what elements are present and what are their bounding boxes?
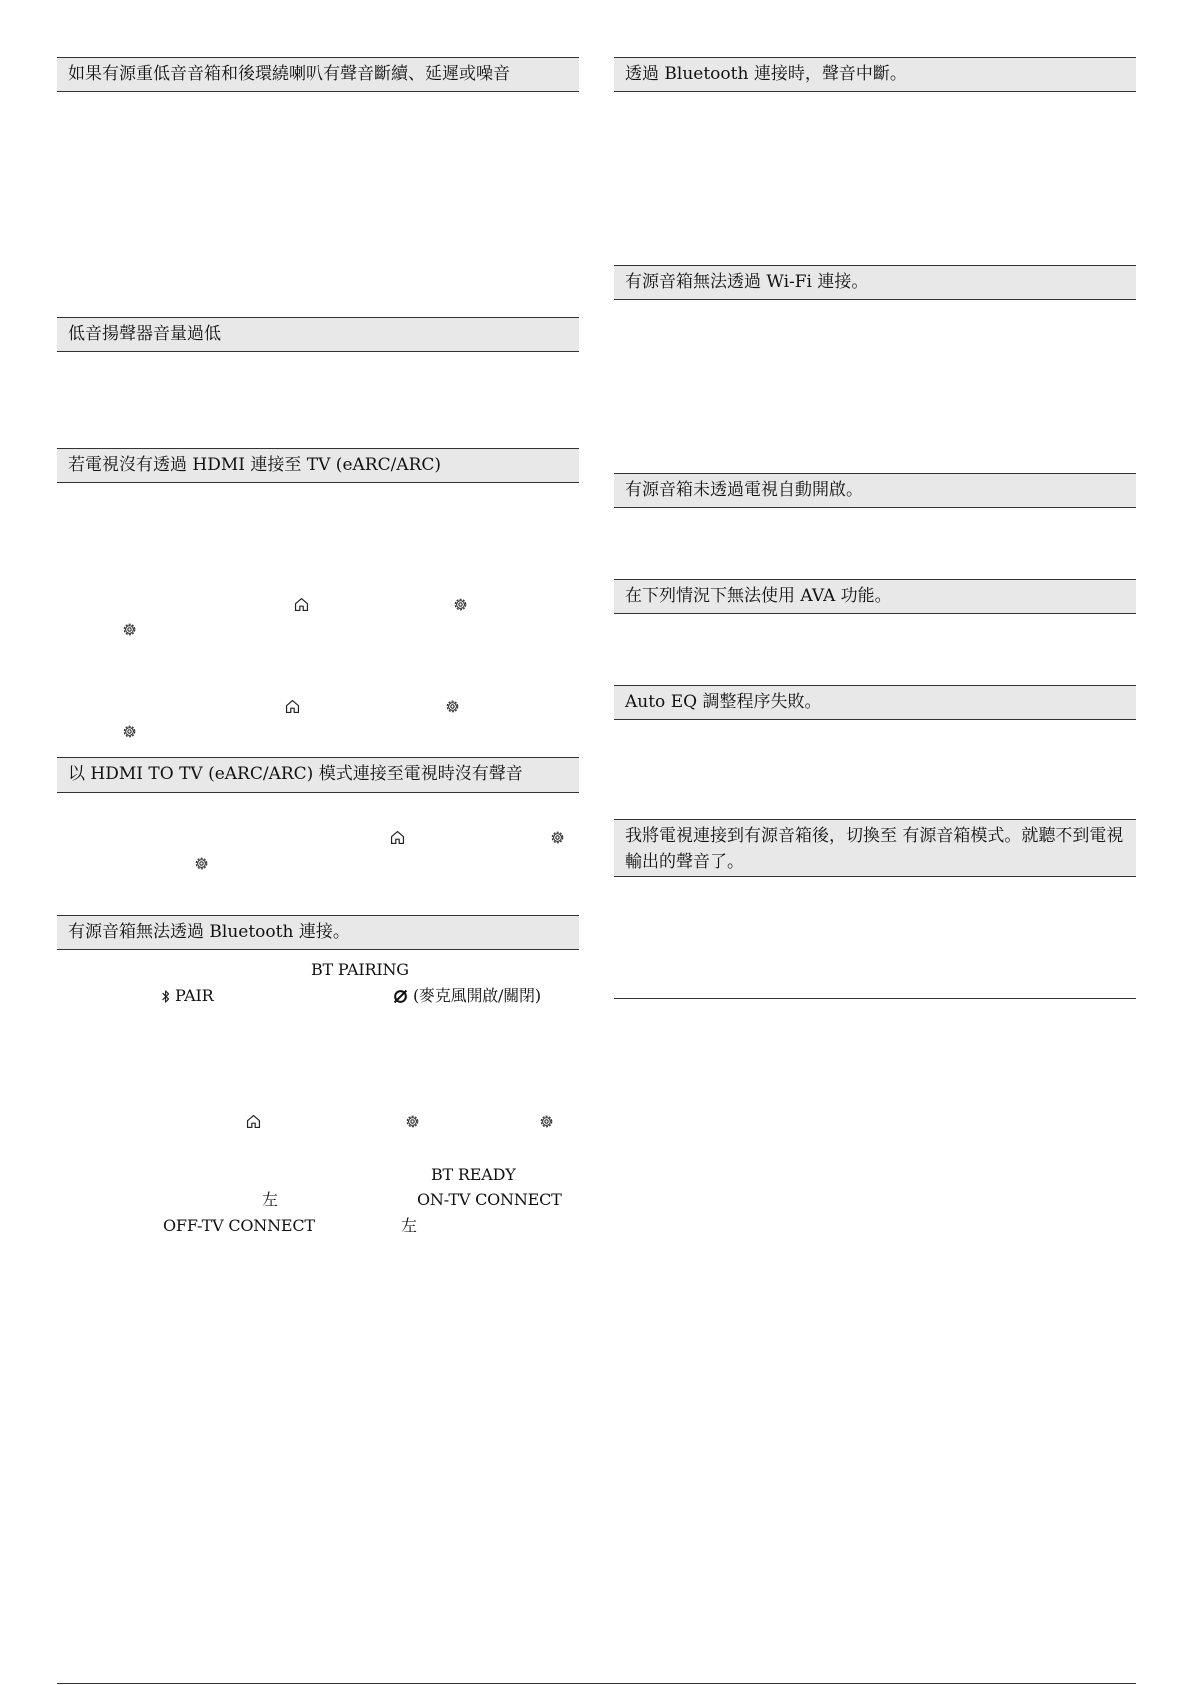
gear-icon xyxy=(404,1113,421,1130)
gear-icon xyxy=(452,596,469,613)
section-header: 低音揚聲器音量過低 xyxy=(57,317,579,352)
section-header: 有源音箱未透過電視自動開啟。 xyxy=(614,473,1136,508)
bt-ready-label: BT READY xyxy=(431,1165,516,1184)
gear-icon xyxy=(538,1113,555,1130)
bluetooth-icon xyxy=(160,988,172,1005)
home-icon xyxy=(293,596,310,613)
home-icon xyxy=(389,829,406,846)
page-footer-rule xyxy=(57,1683,1136,1684)
section-header: 以 HDMI TO TV (eARC/ARC) 模式連接至電視時沒有聲音 xyxy=(57,757,579,793)
gear-icon xyxy=(121,621,138,638)
section-header: 若電視沒有透過 HDMI 連接至 TV (eARC/ARC) xyxy=(57,448,579,483)
section-header: 有源音箱無法透過 Wi-Fi 連接。 xyxy=(614,265,1136,300)
on-tv-connect-label: ON-TV CONNECT xyxy=(417,1190,562,1209)
section-header: 如果有源重低音音箱和後環繞喇叭有聲音斷續、延遲或噪音 xyxy=(57,57,579,92)
section-header: 透過 Bluetooth 連接時，聲音中斷。 xyxy=(614,57,1136,92)
gear-icon xyxy=(549,829,566,846)
off-tv-connect-label: OFF-TV CONNECT xyxy=(163,1216,315,1235)
left-label: 左 xyxy=(401,1216,417,1235)
section-divider xyxy=(614,998,1136,999)
gear-icon xyxy=(193,855,210,872)
section-header: 在下列情況下無法使用 AVA 功能。 xyxy=(614,579,1136,614)
section-header: 有源音箱無法透過 Bluetooth 連接。 xyxy=(57,915,579,950)
section-header: 我將電視連接到有源音箱後，切換至 有源音箱模式。就聽不到電視輸出的聲音了。 xyxy=(614,819,1136,877)
gear-icon xyxy=(444,698,461,715)
left-label: 左 xyxy=(262,1190,278,1209)
mic-off-icon xyxy=(392,988,409,1005)
home-icon xyxy=(245,1113,262,1130)
gear-icon xyxy=(121,723,138,740)
pair-label: PAIR xyxy=(175,986,214,1005)
section-header: Auto EQ 調整程序失敗。 xyxy=(614,685,1136,720)
mic-toggle-label: (麥克風開啟/關閉) xyxy=(413,986,541,1005)
home-icon xyxy=(284,698,301,715)
bt-pairing-label: BT PAIRING xyxy=(311,960,409,979)
